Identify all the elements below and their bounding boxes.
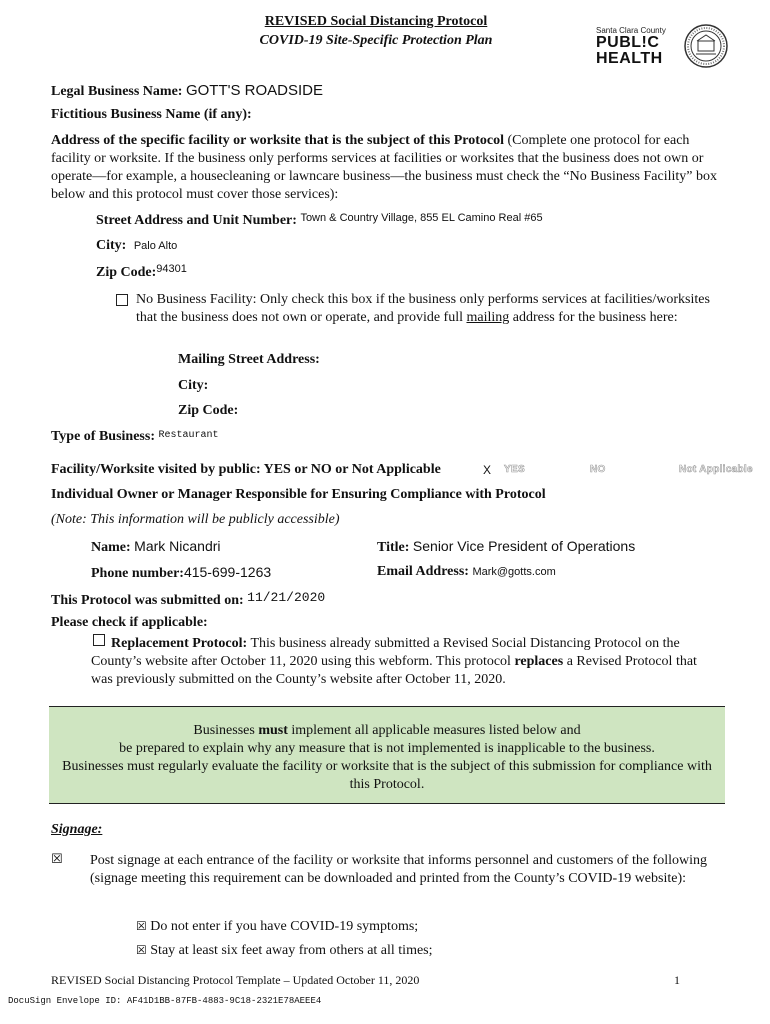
email-label: Email Address: — [377, 564, 469, 579]
mailing-zip-label: Zip Code: — [178, 403, 239, 418]
submitted-on-field[interactable]: 11/21/2020 — [247, 590, 326, 605]
legal-name-label: Legal Business Name: — [51, 84, 183, 99]
signage-item-text: Do not enter if you have COVID-19 symptoms; — [150, 919, 419, 934]
signage-item — [136, 919, 418, 935]
owner-name-label: Name: — [91, 540, 131, 555]
check-if-applicable-label: Please check if applicable: — [51, 615, 208, 630]
notice-line-1: Businesses must implement all applicable measures listed below and — [193, 723, 581, 738]
signage-main-checkbox[interactable]: ☒ — [51, 852, 63, 867]
compliance-notice-box — [49, 706, 725, 804]
docusign-envelope-id: DocuSign Envelope ID: AF41D1BB-87FB-4883-9C18-2321E78AEEE4 — [8, 996, 322, 1006]
phone-field[interactable]: 415-699-1263 — [183, 564, 272, 580]
street-field[interactable]: Town & Country Village, 855 EL Camino Real #65 — [300, 212, 543, 224]
email-field[interactable]: Mark@gotts.com — [472, 566, 556, 578]
logo-health-text: HEALTH — [596, 50, 663, 67]
signage-item-text: Stay at least six feet away from others at all times; — [150, 943, 433, 958]
signage-item-checkbox[interactable]: ☒ — [136, 919, 147, 933]
no-facility-checkbox[interactable] — [116, 294, 128, 306]
business-type-label: Type of Business: — [51, 429, 155, 444]
submitted-on-label: This Protocol was submitted on: — [51, 593, 244, 608]
logo-county-text: Santa Clara County — [596, 26, 666, 35]
notice-line-2: be prepared to explain why any measure that is not implemented is inapplicable to the business. — [119, 741, 655, 756]
phone-label: Phone number: — [91, 566, 184, 581]
no-business-facility-option — [116, 291, 716, 327]
replacement-checkbox[interactable] — [93, 634, 105, 646]
street-label: Street Address and Unit Number: — [96, 213, 297, 228]
public-health-logo — [596, 26, 672, 67]
county-seal-icon — [684, 24, 728, 68]
option-no[interactable]: NO — [590, 464, 606, 475]
mailing-street-label: Mailing Street Address: — [178, 352, 320, 367]
visited-by-public-label: Facility/Worksite visited by public: YES or NO or Not Applicable — [51, 462, 441, 477]
signage-item — [136, 943, 433, 959]
signage-heading: Signage: — [51, 822, 103, 837]
notice-line-3: Businesses must regularly evaluate the facility or worksite that is the subject of this submission for compliance with this Protocol. — [62, 759, 712, 792]
document-title: REVISED Social Distancing Protocol — [264, 14, 488, 29]
owner-title-field[interactable]: Senior Vice President of Operations — [412, 538, 636, 554]
owner-heading: Individual Owner or Manager Responsible for Ensuring Compliance with Protocol — [51, 487, 546, 502]
city-label: City: — [96, 238, 127, 253]
business-type-field[interactable]: Restaurant — [158, 430, 219, 441]
legal-name-field[interactable]: GOTT'S ROADSIDE — [185, 82, 323, 99]
logo-public-text: PUBL!C — [596, 34, 660, 51]
footer-template-text: REVISED Social Distancing Protocol Template – Updated October 11, 2020 — [51, 973, 420, 987]
address-paragraph: Address of the specific facility or worksite that is the subject of this Protocol (Complete one protocol for each facility or worksite. If the business only performs services at facilities or worksites that the business does not own or operate—for example, a housecleaning or lawncare business—the business must check the “No Business Facility” box below and this protocol must cover those services): — [51, 133, 717, 202]
fictitious-name-label: Fictitious Business Name (if any): — [51, 107, 252, 122]
signage-item-checkbox[interactable]: ☒ — [136, 943, 147, 957]
owner-note: (Note: This information will be publicly accessible) — [51, 512, 340, 527]
owner-name-field[interactable]: Mark Nicandri — [134, 538, 221, 554]
replacement-protocol-option: Replacement Protocol: This business already submitted a Revised Social Distancing Protocol on the County’s website after October 11, 2020 using this webform. This protocol replaces a Revised Protocol that was previously submitted on the County’s website after October 11, 2020. — [91, 636, 697, 687]
city-field[interactable]: Palo Alto — [133, 240, 178, 252]
option-not-applicable[interactable]: Not Applicable — [679, 464, 753, 475]
mailing-city-label: City: — [178, 378, 209, 393]
document-subtitle: COVID-19 Site-Specific Protection Plan — [259, 33, 493, 48]
owner-title-label: Title: — [377, 540, 410, 555]
signage-main-text: Post signage at each entrance of the facility or worksite that informs personnel and customers of the following (signage meeting this requirement can be downloaded and printed from the County’s COVID-19 website): — [90, 853, 707, 886]
zip-label: Zip Code: — [96, 265, 157, 280]
zip-field[interactable]: 94301 — [156, 263, 187, 275]
no-facility-text: No Business Facility: Only check this box if the business only performs services at facilities/worksites that the business does not own or operate, and provide full mailing address for the business here: — [136, 292, 710, 325]
page-number: 1 — [674, 973, 680, 987]
option-yes[interactable]: YES — [504, 464, 525, 475]
visited-yes-mark[interactable]: X — [483, 463, 492, 477]
